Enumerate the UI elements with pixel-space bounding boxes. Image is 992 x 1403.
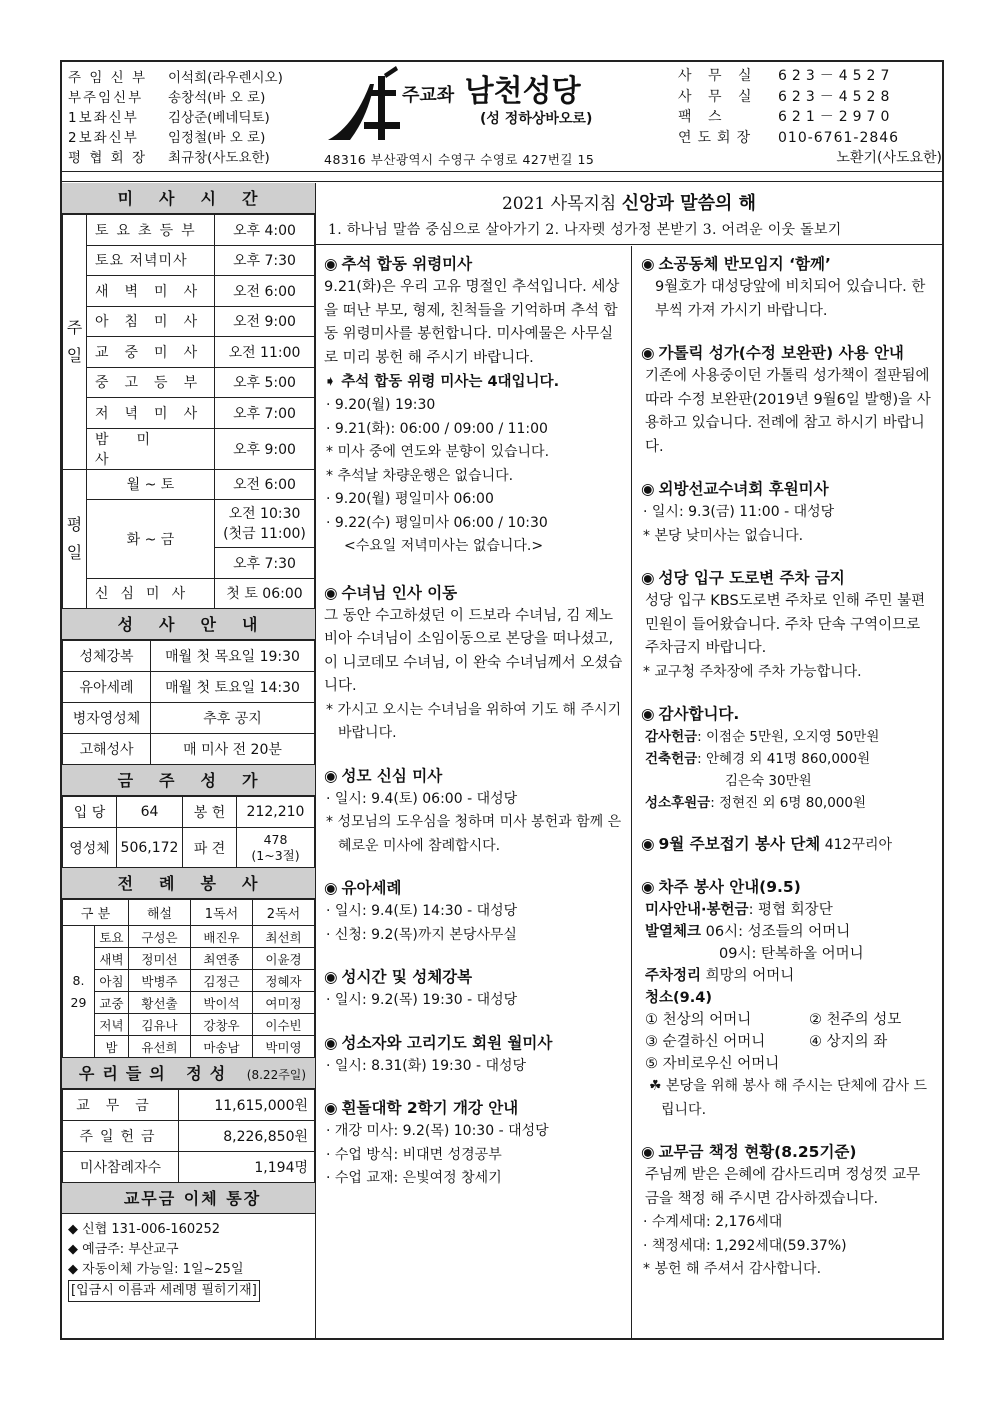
- offering-table: [62, 1089, 315, 1183]
- bullet-icon: ◉: [641, 1143, 655, 1161]
- sunday-label: 주일: [63, 215, 87, 470]
- contact-person: 노환기(사도요한): [836, 150, 942, 166]
- mass-time-heading: 미사시간: [62, 183, 315, 214]
- mass-time-table: [62, 214, 315, 609]
- bullet-icon: ◉: [641, 344, 655, 362]
- notice-college: ◉ 흰돌대학 2학기 개강 안내 · 개강 미사: 9.2(목) 10:30 - 대성당 · 수업 방식: 비대면 성경공부 · 수업 교재: 은빛여정 창세기: [324, 1099, 549, 1186]
- table-row: 오후 7:30: [63, 548, 315, 579]
- table-row: 신심미사 첫 토 06:00: [63, 578, 315, 609]
- notice-thanks: ◉ 감사합니다. 감사헌금: 이점순 5만원, 오지영 50만원 건축헌금: 안혜경 외 41명 860,000원 김은숙 30만원 성소후원금: 정현진 외 6명 80,000원: [641, 705, 880, 811]
- table-row: 저녁미사 오후 7:00: [63, 398, 315, 429]
- bullet-icon: ◉: [641, 878, 655, 896]
- table-row: 교무금 11,615,000원: [63, 1090, 315, 1121]
- bullet-icon: ◉: [641, 480, 655, 498]
- table-row: 밤 유선희 마송남 박미영: [63, 1036, 315, 1058]
- clergy-row: 평 협 회 장 최규창(사도요한): [68, 150, 270, 166]
- table-row: 중고등부 오후 5:00: [63, 367, 315, 398]
- table-row: 영성체 506,172 파 견 478 (1~3절): [63, 828, 315, 868]
- notice-bulletin-folding: ◉ 9월 주보접기 봉사 단체 412꾸리아: [641, 835, 893, 853]
- table-row: 평일 월 ~ 토 오전 6:00: [63, 469, 315, 500]
- clergy-row: 주 임 신 부 이석희(라우렌시오): [68, 70, 283, 86]
- table-row: 새벽 정미선 최연종 이윤경: [63, 948, 315, 970]
- middle-column: [316, 246, 632, 1338]
- sacrament-heading: 성사안내: [62, 609, 315, 640]
- pastoral-banner: [316, 183, 942, 245]
- notice-baptism: ◉ 유아세례 · 일시: 9.4(토) 14:30 - 대성당 · 신청: 9.2(목)까지 본당사무실: [324, 879, 518, 943]
- bullet-icon: ◉: [324, 255, 338, 273]
- notice-vocation: ◉ 성소자와 고리기도 회원 월미사 · 일시: 8.31(화) 19:30 - 대성당: [324, 1033, 553, 1074]
- bullet-icon: ◉: [324, 583, 338, 602]
- bulletin-page: [60, 60, 944, 1340]
- weekly-hymn-table: [62, 796, 315, 868]
- table-row: 병자영성체 추후 공지: [63, 703, 315, 734]
- notice-adoration: ◉ 성시간 및 성체강복 · 일시: 9.2(목) 19:30 - 대성당: [324, 968, 518, 1008]
- left-column: [62, 183, 316, 1338]
- bullet-icon: ◉: [641, 835, 655, 853]
- table-row: 새벽미사 오전 6:00: [63, 276, 315, 307]
- bullet-icon: ◉: [641, 569, 655, 587]
- contact-row: 연도회장 010-6761-2846: [678, 129, 900, 146]
- notice-chuseok: ◉ 추석 합동 위령미사 9.21(화)은 우리 고유 명절인 추석입니다. 세상을 떠난 부모, 형제, 친척들을 기억하며 추석 합동 위령미사를 봉헌합니다. 미사예물은 사무실로 미리 봉헌 해 주시기 바랍니다. ➧ 추석 합동 위령 미사는 4대입니다. · 9.20(월) 19:30 · 9.21(화): 06:00 / 09:00 / 11:00 * 미사 중에 연도와 분향이 있습니다. * 추석날 차량운행은 없습니다. · 9.20(월) 평일미사 06:00 · 9.22(수) 평일미사 06:00 / 10:30 <수요일 저녁미사는 없습니다.>: [324, 255, 620, 554]
- notice-tithe: ◉ 교무금 책정 현황(8.25기준) 주님께 받은 은혜에 감사드리며 정성껏 교무금을 책정 해 주시면 감사하겠습니다. · 수계세대: 2,176세대 · 책정세대: 1,292세대(59.37%) * 봉헌 해 주셔서 감사합니다.: [641, 1143, 921, 1277]
- table-row: 고해성사 매 미사 전 20분: [63, 734, 315, 765]
- notice-next-service: ◉ 차주 봉사 안내(9.5) 미사안내·봉헌금: 평협 회장단 발열체크 06시: 성조들의 어머니 09시: 탄복하올 어머니 주차정리 희망의 어머니 청소(9.4) ① 천상의 어머니 ② 천주의 성모 ③ 순결하신 어머니 ④ 상지의 좌 ⑤ 자비로우신 어머니 ☘ 본당을 위해 봉사 해 주시는 단체에 감사 드립니다.: [641, 878, 928, 1118]
- pastoral-goals: 1. 하나님 말씀 중심으로 살아가기 2. 나자렛 성가정 본받기 3. 어려운 이웃 돌보기: [328, 222, 842, 238]
- table-row: 8. 29 토요 구성은 배진우 최선희: [63, 926, 315, 948]
- notice-mary-mass: ◉ 성모 신심 미사 · 일시: 9.4(토) 06:00 - 대성당 * 성모님의 도우심을 청하며 미사 봉헌과 함께 은혜로운 미사에 참례합시다.: [324, 766, 622, 854]
- offering-heading: 우리들의 정성 (8.22주일): [62, 1058, 315, 1089]
- table-row: 구 분 해설 1독서 2독서: [63, 900, 315, 926]
- contact-row: 사 무 실 623－4528: [678, 88, 895, 105]
- table-row: 화 ~ 금 오전 10:30 (첫금 11:00): [63, 500, 315, 548]
- table-row: 아침미사 오전 9:00: [63, 306, 315, 337]
- table-row: 주일헌금 8,226,850원: [63, 1121, 315, 1152]
- bank-heading: 교무금 이체 통장: [62, 1183, 315, 1214]
- table-row: 토요 저녁미사 오후 7:30: [63, 245, 315, 276]
- bullet-icon: ◉: [324, 879, 338, 897]
- notice-sisters: ◉ 수녀님 인사 이동 그 동안 수고하셨던 이 드보라 수녀님, 김 제노비아 수녀님이 소임이동으로 본당을 떠나셨고, 이 니코데모 수녀님, 이 완숙 수녀님께서 오셨습니다. * 가시고 오시는 수녀님을 위하여 기도 해 주시기 바랍니다.: [324, 583, 623, 741]
- table-row: 성체강복 매월 첫 목요일 19:30: [63, 641, 315, 672]
- table-row: 교중미사 오전 11:00: [63, 337, 315, 368]
- table-row: 입 당 64 봉 헌 212,210: [63, 797, 315, 828]
- bank-info: ◆ 신협 131-006-160252 ◆ 예금주: 부산교구 ◆ 자동이체 가능일: 1일~25일 [입금시 이름과 세례명 필히기재]: [62, 1214, 315, 1308]
- weekly-hymn-heading: 금주성가: [62, 765, 315, 796]
- service-date: 8. 29: [63, 926, 95, 1058]
- address: 48316 부산광역시 수영구 수영로 427번길 15: [324, 152, 595, 167]
- sacrament-table: [62, 640, 315, 765]
- contact-row: 사 무 실 623－4527: [678, 68, 895, 84]
- clergy-row: 부주임신부 송창석(바 오 로): [68, 90, 266, 106]
- liturgy-service-table: [62, 899, 315, 1058]
- bullet-icon: ◉: [641, 255, 655, 273]
- bullet-icon: ◉: [324, 1033, 338, 1052]
- notice-parking: ◉ 성당 입구 도로변 주차 금지 성당 입구 KBS도로변 주차로 인해 주민 불편 민원이 들어왔습니다. 주차 단속 구역이므로 주차금지 바랍니다. * 교구청 주차장에 주차 가능합니다.: [641, 569, 926, 680]
- church-patron: (성 정하상바오로): [480, 111, 593, 127]
- clergy-row: 2보좌신부 임정철(바 오 로): [68, 130, 266, 146]
- table-row: 아침 박병주 김정근 정혜자: [63, 970, 315, 992]
- clergy-list: [68, 68, 283, 168]
- contact-row: 팩 스 621－2970: [678, 109, 895, 125]
- table-row: 저녁 김유나 강창우 이수빈: [63, 1014, 315, 1036]
- bullet-icon: ◉: [324, 1099, 338, 1117]
- pastoral-theme: 2021 사목지침 신앙과 말씀의 해: [501, 193, 756, 214]
- table-row: 유아세례 매월 첫 토요일 14:30: [63, 672, 315, 703]
- table-row: 교중 황선출 박이석 여미정: [63, 992, 315, 1014]
- weekday-label: 평일: [63, 469, 87, 609]
- contact-list: [678, 66, 942, 169]
- table-row: 밤미사 오후 9:00: [63, 428, 315, 469]
- liturgy-service-heading: 전례봉사: [62, 868, 315, 899]
- notice-community: ◉ 소공동체 반모임지 ‘함께’ 9월호가 대성당앞에 비치되어 있습니다. 한부씩 가져 가시기 바랍니다.: [641, 255, 926, 319]
- divider: [62, 172, 942, 182]
- notice-hymnal: ◉ 가톨릭 성가(수정 보완판) 사용 안내 기존에 사용중이던 가톨릭 성가책이 절판됨에 따라 수정 보완판(2019년 9월6일 발행)을 사용하고 있습니다. 전례에 참고 하시기 바랍니다.: [641, 344, 931, 455]
- table-row: 주일 토요초등부 오후 4:00: [63, 215, 315, 246]
- clergy-row: 1보좌신부 김상준(베네딕토): [68, 110, 270, 126]
- table-row: 미사참례자수 1,194명: [63, 1152, 315, 1183]
- header: [62, 62, 942, 172]
- bullet-icon: ◉: [324, 968, 338, 986]
- church-name: 주교좌 남천성당: [402, 74, 581, 109]
- notice-mission: ◉ 외방선교수녀회 후원미사 · 일시: 9.3(금) 11:00 - 대성당 * 본당 낮미사는 없습니다.: [641, 480, 835, 544]
- church-logo-icon: [324, 66, 404, 146]
- right-column: [633, 246, 942, 1338]
- bullet-icon: ◉: [641, 705, 655, 723]
- bullet-icon: ◉: [324, 766, 338, 785]
